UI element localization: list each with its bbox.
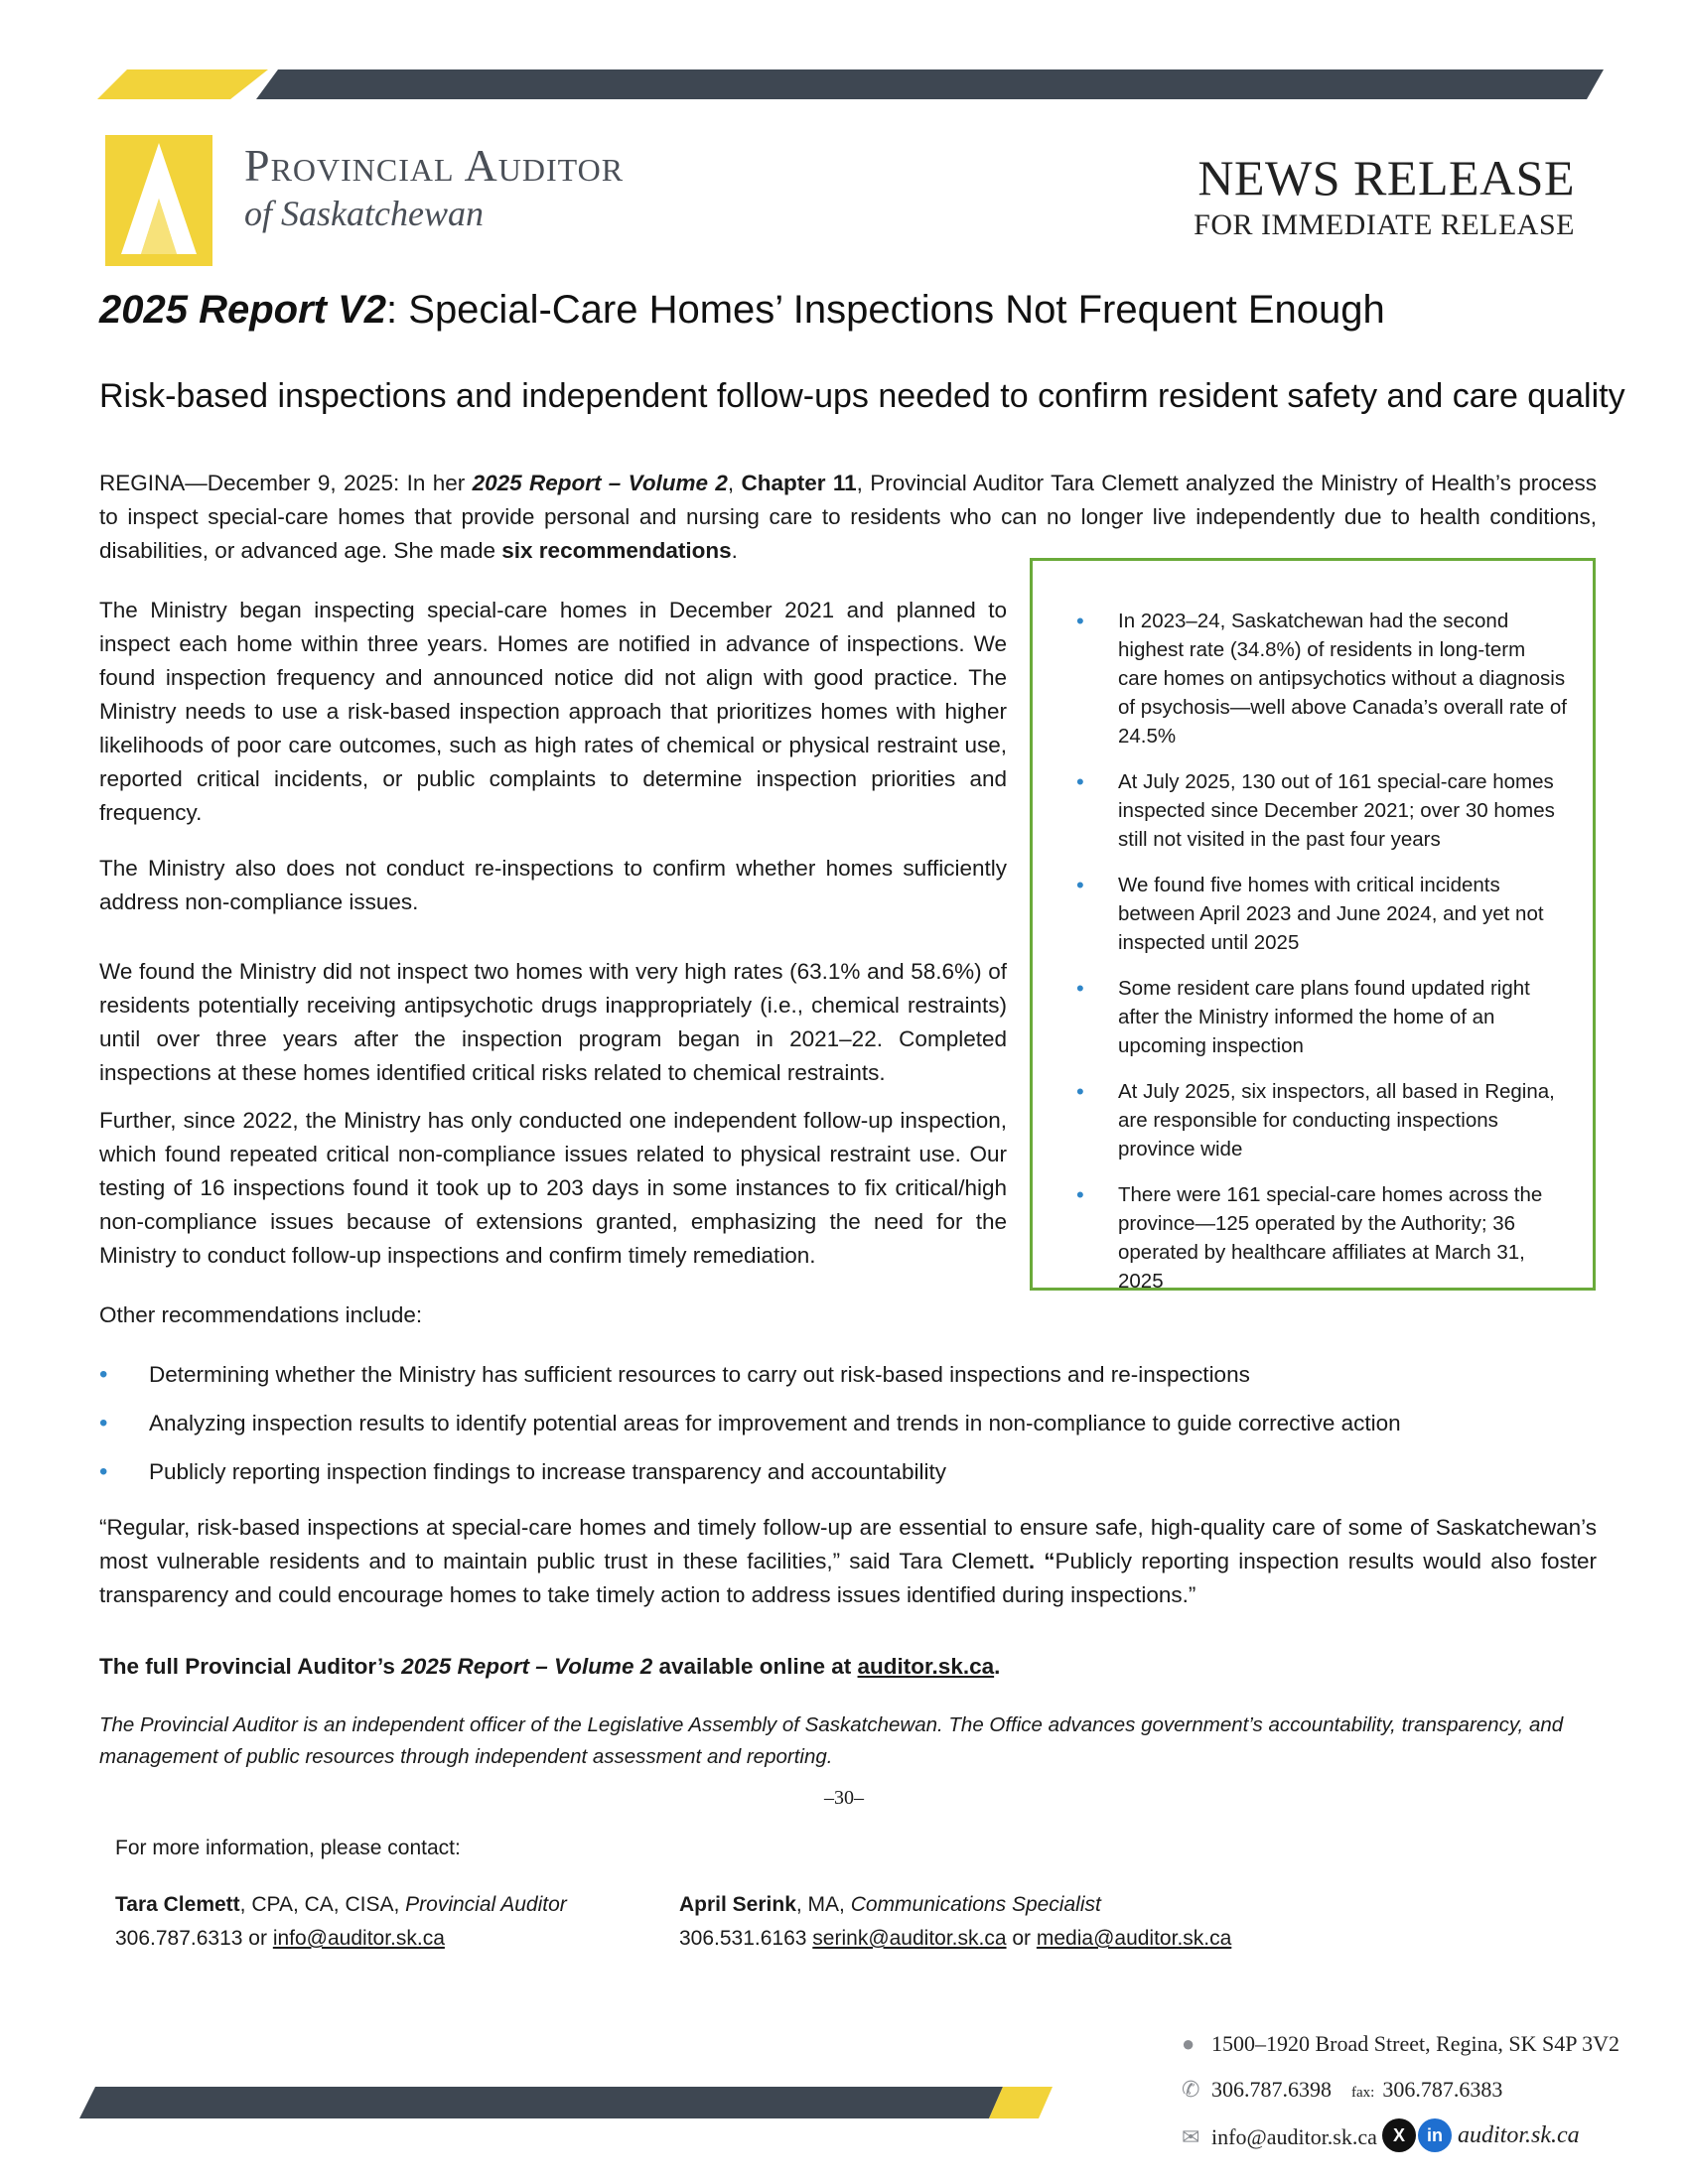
footer-phone (1182, 2077, 1502, 2103)
finding-item (1076, 1180, 1569, 1296)
recommendations-list (99, 1358, 1589, 1504)
bullet-icon: • (1076, 609, 1084, 633)
bullet-icon: • (1076, 976, 1084, 1001)
contact-title: Communications Specialist (850, 1893, 1101, 1916)
key-findings-box (1030, 558, 1596, 1291)
recommendation-text: Analyzing inspection results to identify potential areas for improvement and trends in non-compliance to guide corrective action (149, 1411, 1401, 1435)
finding-item (1076, 871, 1569, 957)
quote-text-1: “Regular, risk-based inspections at special-care homes and timely follow-up are essential to ensure safe, high-quality care of some of Saskatchewan’s most vulnerable residents and to maintain public trust in these facilities,” said Tara Clemett (99, 1515, 1597, 1573)
finding-text: There were 161 special-care homes across the province—125 operated by the Authority; 36 operated by healthcare affiliates at March 31, 2025 (1118, 1183, 1543, 1293)
bullet-icon: • (1076, 769, 1084, 794)
social-links (1382, 2118, 1580, 2152)
quote-paragraph (99, 1511, 1597, 1612)
contact-name: April Serink (679, 1893, 796, 1916)
recommendation-item (99, 1358, 1589, 1392)
contact-phone: 306.787.6313 or (115, 1927, 273, 1950)
contact-credentials: , MA, (795, 1893, 851, 1916)
lead-report: 2025 Report – Volume 2 (472, 471, 728, 495)
contact-credentials: , CPA, CA, CISA, (239, 1893, 406, 1916)
contact-april-serink (679, 1888, 1231, 1956)
x-social-icon[interactable]: X (1382, 2118, 1416, 2152)
footer-banner (0, 2081, 1192, 2124)
contact-tara-clemett (115, 1888, 567, 1956)
contact-name: Tara Clemett (115, 1893, 240, 1916)
lead-recommendations: six recommendations (501, 538, 732, 563)
finding-item (1076, 974, 1569, 1060)
lead-text-1: REGINA—December 9, 2025: In her (99, 471, 473, 495)
location-pin-icon: ● (1182, 2031, 1196, 2056)
bullet-icon: • (99, 1410, 108, 1436)
contact-label: For more information, please contact: (115, 1837, 461, 1859)
bullet-icon: • (99, 1361, 108, 1388)
full-report-title: 2025 Report – Volume 2 (401, 1654, 653, 1679)
auditor-logo-icon (97, 125, 220, 274)
release-subtitle: FOR IMMEDIATE RELEASE (1194, 208, 1575, 241)
contact-email-link[interactable]: serink@auditor.sk.ca (812, 1927, 1007, 1950)
full-report-text-1: The full Provincial Auditor’s (99, 1654, 402, 1679)
email-text[interactable]: info@auditor.sk.ca (1211, 2124, 1377, 2149)
bullet-icon: • (1076, 1079, 1084, 1104)
quote-text-2: Publicly reporting inspection results would also foster transparency and could encourage homes to take timely action to address issues identified during inspections.” (99, 1549, 1597, 1607)
paragraph-6: Other recommendations include: (99, 1302, 423, 1327)
contact-title: Provincial Auditor (405, 1893, 567, 1916)
paragraph-2: The Ministry began inspecting special-care homes in December 2021 and planned to inspect each home within three years. Homes are notified in advance of inspections. We found inspection frequency and announced notice did not align with good practice. The Ministry needs to use a risk-based inspection approach that prioritizes homes with higher likelihoods of poor care outcomes, such as high rates of chemical or physical restraint use, reported critical incidents, or public complaints to determine inspection priorities and frequency. (99, 598, 1007, 825)
lead-paragraph (99, 467, 1597, 568)
bullet-icon: • (1076, 873, 1084, 897)
subheadline: Risk-based inspections and independent follow-ups needed to confirm resident safety and care quality (99, 377, 1625, 415)
envelope-icon: ✉ (1182, 2124, 1200, 2149)
paragraph-4: We found the Ministry did not inspect two homes with very high rates (63.1% and 58.6%) of residents potentially receiving antipsychotic drugs inappropriately (i.e., chemical restraints) until over three years after the inspection program began in 2021–22. Completed inspections at these homes identified critical risks related to chemical restraints. (99, 959, 1007, 1085)
lead-text-2: , Provincial Auditor Tara Clemett analyzed the Ministry of Health’s process to inspect special-care homes that provide personal and nursing care to residents who can no longer live independently due to health conditions, disabilities, or advanced age. She made (99, 471, 1597, 563)
headline-report: 2025 Report V2 (99, 288, 387, 332)
paragraph-3: The Ministry also does not conduct re-inspections to confirm whether homes sufficiently address non-compliance issues. (99, 856, 1007, 914)
contact-email-link[interactable]: info@auditor.sk.ca (272, 1927, 445, 1950)
lead-comma: , (727, 471, 742, 495)
about-statement: The Provincial Auditor is an independent officer of the Legislative Assembly of Saskatchewan. The Office advances government’s accountability, transparency, and management of public resources through independent assessment and reporting. (99, 1713, 1564, 1768)
headline-title: : Special-Care Homes’ Inspections Not Frequent Enough (386, 288, 1385, 332)
bullet-icon: • (99, 1458, 108, 1485)
bullet-icon: • (1076, 1182, 1084, 1207)
contact-or: or (1006, 1927, 1037, 1950)
footer-address (1182, 2031, 1619, 2057)
fax-text: 306.787.6383 (1382, 2077, 1503, 2102)
auditor-website-link[interactable]: auditor.sk.ca (857, 1654, 995, 1679)
finding-text: At July 2025, 130 out of 161 special-care homes inspected since December 2021; over 30 homes still not visited in the past four years (1118, 770, 1555, 851)
linkedin-icon[interactable]: in (1418, 2118, 1452, 2152)
finding-text: Some resident care plans found updated right after the Ministry informed the home of an upcoming inspection (1118, 977, 1530, 1057)
finding-text: At July 2025, six inspectors, all based in Regina, are responsible for conducting inspections province wide (1118, 1080, 1555, 1160)
news-release-title: NEWS RELEASE (1197, 150, 1575, 205)
end-mark: –30– (824, 1787, 864, 1809)
recommendation-text: Determining whether the Ministry has sufficient resources to carry out risk-based inspections and re-inspections (149, 1362, 1250, 1387)
quote-mark: . “ (1028, 1549, 1055, 1573)
phone-icon: ✆ (1182, 2077, 1200, 2102)
fax-label: fax: (1351, 2085, 1375, 2101)
contact-phone: 306.531.6163 (679, 1927, 813, 1950)
media-email-link[interactable]: media@auditor.sk.ca (1036, 1927, 1232, 1950)
headline (99, 288, 1385, 333)
paragraph-5: Further, since 2022, the Ministry has only conducted one independent follow-up inspection, which found repeated critical non-compliance issues related to physical restraint use. Our testing of 16 inspections found it took up to 203 days in some instances to fix critical/high non-compliance issues because of extensions granted, emphasizing the need for the Ministry to conduct follow-up inspections and confirm timely remediation. (99, 1108, 1007, 1268)
finding-item (1076, 767, 1569, 854)
header-banner (0, 0, 1688, 109)
footer-email (1182, 2124, 1377, 2150)
recommendation-item (99, 1407, 1589, 1440)
address-text: 1500–1920 Broad Street, Regina, SK S4P 3V2 (1211, 2031, 1620, 2056)
lead-end: . (731, 538, 738, 563)
finding-item (1076, 1077, 1569, 1163)
phone-text: 306.787.6398 (1211, 2077, 1332, 2102)
finding-text: In 2023–24, Saskatchewan had the second highest rate (34.8%) of residents in long-term care homes on antipsychotics without a diagnosis of psychosis—well above Canada’s overall rate of 24.5% (1118, 610, 1568, 748)
footer-website-link[interactable]: auditor.sk.ca (1458, 2121, 1580, 2148)
recommendation-item (99, 1455, 1589, 1489)
full-report-text-2: available online at (652, 1654, 858, 1679)
finding-item (1076, 607, 1569, 751)
full-report-end: . (994, 1654, 1001, 1679)
finding-text: We found five homes with critical incidents between April 2023 and June 2024, and yet not inspected until 2025 (1118, 874, 1544, 954)
full-report-line (99, 1654, 1000, 1680)
org-subtitle: of Saskatchewan (244, 194, 484, 233)
lead-chapter: Chapter 11 (741, 471, 857, 495)
org-name: Provincial Auditor (244, 140, 625, 191)
recommendation-text: Publicly reporting inspection findings to increase transparency and accountability (149, 1459, 946, 1484)
